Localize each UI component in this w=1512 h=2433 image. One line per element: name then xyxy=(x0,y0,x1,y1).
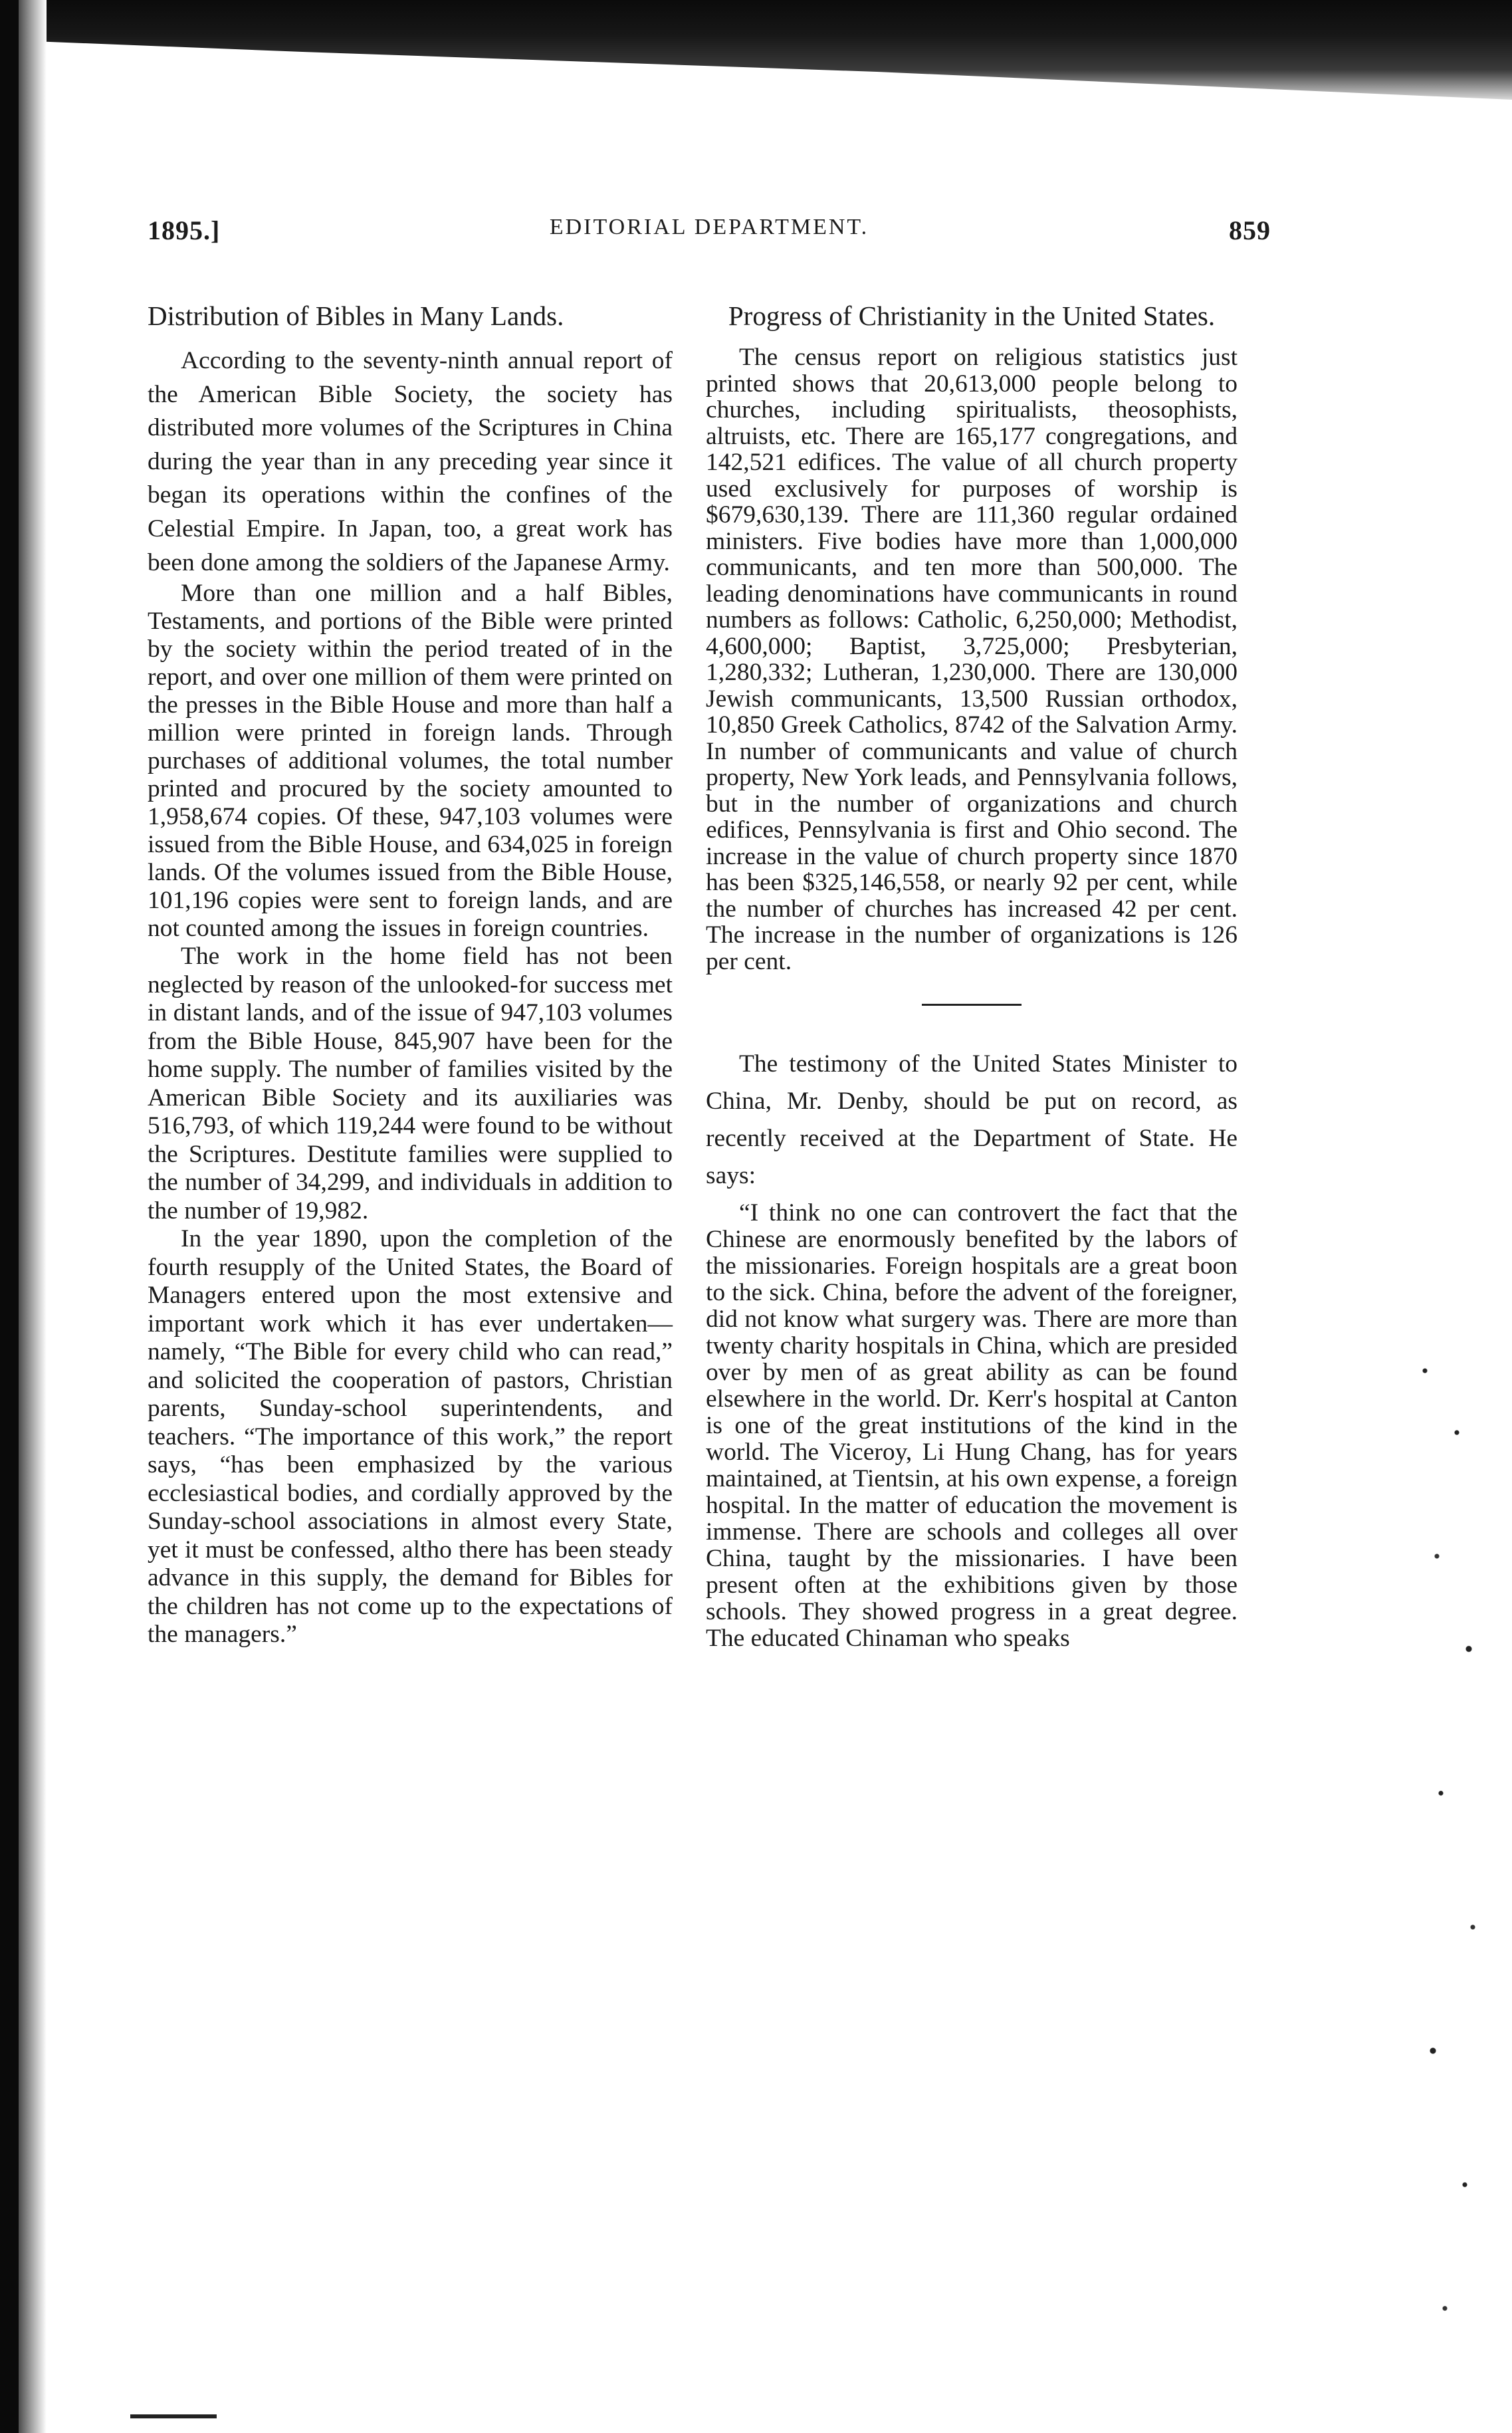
bottom-rule xyxy=(130,2414,217,2418)
paragraph: In the year 1890, upon the completion of the fourth resupply of the United States, the Board of Managers entered upon the most extensive and important work which it has ever undertaken—namely, “The Bible for every child who can read,” and solicited the cooperation of pastors, Christian parents, Sunday-school superintendents, and teachers. “The importance of this work,” the report says, “has been emphasized by the various ecclesiastical bodies, and cordially approved by the Sunday-school associations in almost every State, yet it must be confessed, altho there has been steady advance in this supply, the demand for Bibles for the children has not come up to the expectations of the managers.” xyxy=(148,1225,673,1649)
page-number: 859 xyxy=(1229,215,1271,245)
header-year: 1895.] xyxy=(148,215,221,245)
paragraph: According to the seventy-ninth annual report of the American Bible Society, the society has distributed more volumes of the Scriptures in China during the year than in any preceding year since it began its operations within the confines of the Celestial Empire. In Japan, too, a great work has been done among the soldiers of the Japanese Army. xyxy=(148,347,673,576)
right-column xyxy=(706,298,1238,1652)
paragraph: “I think no one can controvert the fact that the Chinese are enormously benefited by the labors of the missionaries. Foreign hospitals are a great boon to the sick. China, before the advent of the foreigner, did not know what surgery was. There are more than twenty charity hospitals in China, which are presided over by men of as great ability as can be found elsewhere in the world. Dr. Kerr's hospital at Canton is one of the great institutions of the kind in the world. The Viceroy, Li Hung Chang, has for years maintained, at Tientsin, at his own expense, a foreign hospital. In the matter of education the movement is immense. There are schools and colleges all over China, taught by the missionaries. I have been present often at the exhibitions given by those schools. They showed progress in a great degree. The educated Chinaman who speaks xyxy=(706,1199,1238,1652)
article-heading-bibles: Distribution of Bibles in Many Lands. xyxy=(148,300,564,331)
article-heading-christianity: Progress of Christianity in the United States. xyxy=(728,300,1216,331)
scan-specks xyxy=(1409,1330,1489,2360)
section-divider xyxy=(922,1004,1022,1006)
left-column xyxy=(148,298,673,1649)
scan-shadow-top xyxy=(0,0,1512,100)
paragraph: The work in the home field has not been neglected by reason of the unlooked-for success met in distant lands, and of the issue of 947,103 volumes from the Bible House, 845,907 have been for the home supply. The number of families visited by the American Bible Society and its auxiliaries was 516,793, of which 119,244 were found to be without the Scriptures. Destitute families were supplied to the number of 34,299, and individuals in addition to the number of 19,982. xyxy=(148,943,673,1224)
running-header xyxy=(148,215,1271,249)
paragraph: The census report on religious statistics just printed shows that 20,613,000 people belong to churches, including spiritualists, theosophists, altruists, etc. There are 165,177 congregations, and 142,521 edifices. The value of all church property used exclusively for purposes of worship is $679,630,139. There are 111,360 regular ordained ministers. Five bodies have more than 1,000,000 communicants, and ten more than 500,000. The leading denominations have communicants in round numbers as follows: Catholic, 6,250,000; Methodist, 4,600,000; Baptist, 3,725,000; Presbyterian, 1,280,332; Lutheran, 1,230,000. There are 130,000 Jewish communicants, 13,500 Russian orthodox, 10,850 Greek Catholics, 8742 of the Salvation Army. In number of communicants and value of church property, New York leads, and Pennsylvania follows, but in the number of organizations and church edifices, Pennsylvania is first and Ohio second. The increase in the value of church property since 1870 has been $325,146,558, or nearly 92 per cent, while the number of churches has increased 42 per cent. The increase in the number of organizations is 126 per cent. xyxy=(706,344,1238,975)
header-title: EDITORIAL DEPARTMENT. xyxy=(549,215,869,239)
paragraph: More than one million and a half Bibles, Testaments, and portions of the Bible were printed by the society within the period treated of in the report, and over one million of them were printed on the presses in the Bible House and more than half a million were printed in foreign lands. Through purchases of additional volumes, the total number printed and procured by the society amounted to 1,958,674 copies. Of these, 947,103 volumes were issued from the Bible House, and 634,025 in foreign lands. Of the volumes issued from the Bible House, 101,196 copies were sent to foreign lands, and are not counted among the issues in foreign countries. xyxy=(148,580,673,943)
scan-binding-edge xyxy=(0,0,19,2433)
paragraph: The testimony of the United States Minister to China, Mr. Denby, should be put on record, as recently received at the Department of State. He says: xyxy=(706,1050,1238,1189)
